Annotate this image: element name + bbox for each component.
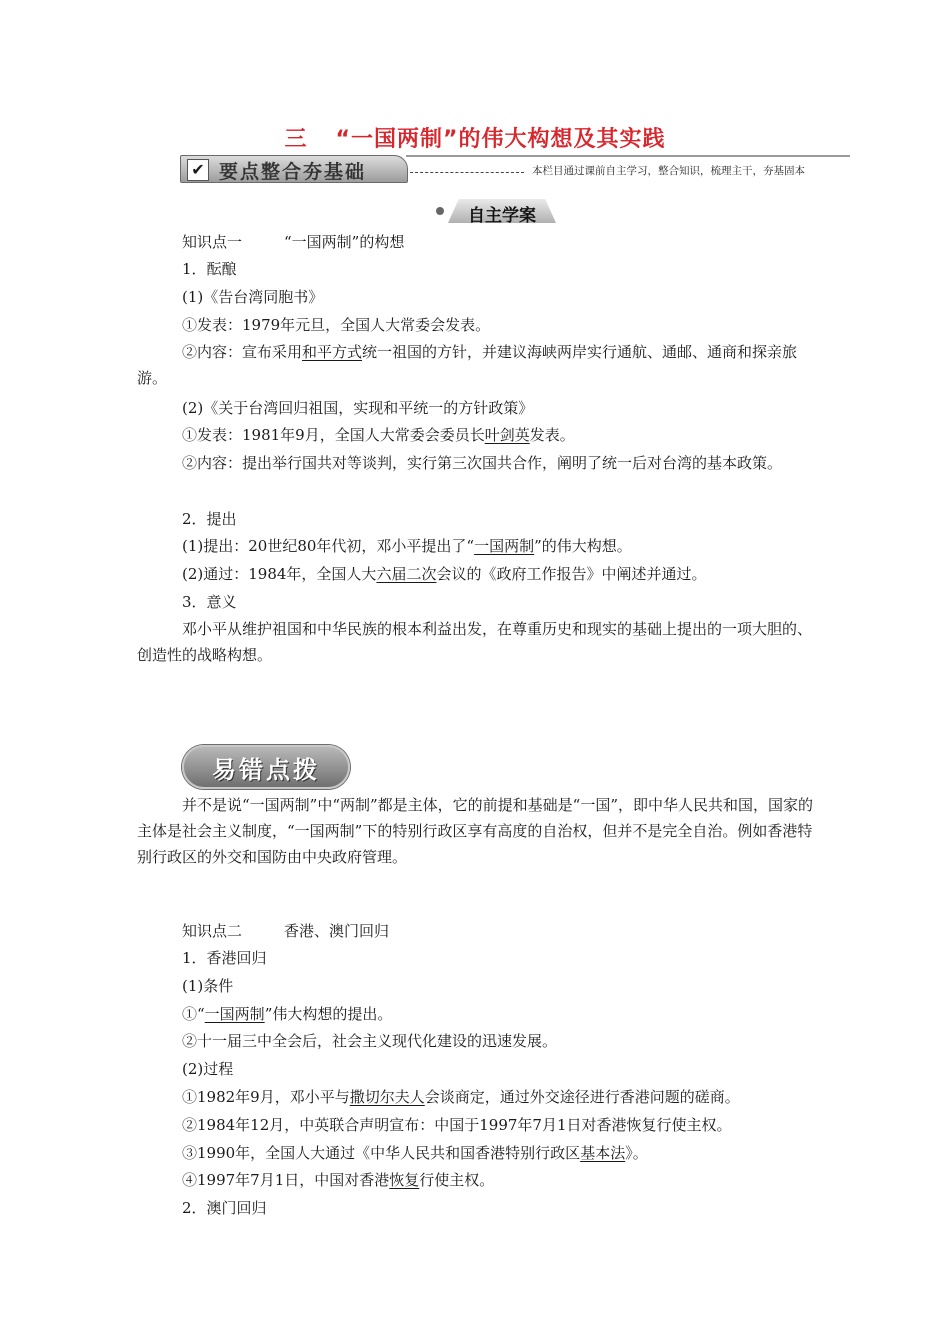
underlined-answer: 撒切尔夫人 bbox=[349, 1088, 425, 1106]
kp2-heading-label: 知识点二 bbox=[182, 922, 243, 940]
kp2-s1: 1．香港回归 bbox=[182, 949, 267, 967]
subhead-label: 自主学案 bbox=[468, 206, 536, 226]
title-number: 三 bbox=[284, 127, 308, 152]
underlined-answer: 恢复 bbox=[389, 1171, 420, 1189]
underlined-answer: 一国两制 bbox=[474, 537, 535, 555]
title-text: “一国两制”的伟大构想及其实践 bbox=[335, 127, 666, 152]
kp2-s1-1: (1)条件 bbox=[182, 977, 234, 995]
kp2-c1 bbox=[182, 1001, 862, 1027]
kp1-s3-text: 邓小平从维护祖国和中华民族的根本利益出发，在尊重历史和现实的基础上提出的一项大胆的、创造性的战略构想。 bbox=[137, 620, 813, 664]
kp1-s3: 3．意义 bbox=[182, 593, 237, 611]
kp1-heading-label: 知识点一 bbox=[182, 233, 243, 251]
text-segment: (2)通过：1984年，全国人大 bbox=[182, 565, 377, 583]
kp1-s2: 2．提出 bbox=[182, 510, 237, 528]
page-title bbox=[0, 122, 950, 153]
kp1-s2-1 bbox=[182, 533, 862, 559]
kp1-s1-1-b bbox=[137, 339, 817, 391]
kp2-heading-title: 香港、澳门回归 bbox=[284, 922, 390, 940]
text-segment: ④1997年7月1日，中国对香港 bbox=[182, 1171, 390, 1189]
banner-rule bbox=[406, 155, 850, 157]
banner-note: 本栏目通过课前自主学习，整合知识，梳理主干，夯基固本 bbox=[532, 165, 805, 177]
underlined-answer: 一国两制 bbox=[204, 1005, 265, 1023]
kp1-heading bbox=[182, 229, 862, 255]
kp1-s1-1: (1)《告台湾同胞书》 bbox=[182, 288, 324, 306]
text-segment: 行使主权。 bbox=[419, 1171, 495, 1189]
kp2-p4 bbox=[182, 1167, 862, 1193]
kp2-p1 bbox=[182, 1084, 862, 1110]
kp2-heading bbox=[182, 918, 862, 944]
text-segment: 统一祖国的方针，并建议海峡两岸实行通航、通邮、通商和探亲旅游。 bbox=[137, 343, 798, 387]
text-segment: ②内容：宣布采用 bbox=[182, 343, 303, 361]
underlined-answer: 叶剑英 bbox=[484, 426, 530, 444]
kp2-c2: ②十一届三中全会后，社会主义现代化建设的迅速发展。 bbox=[182, 1032, 558, 1050]
text-segment: 》。 bbox=[625, 1144, 648, 1162]
text-segment: 会谈商定，通过外交途径进行香港问题的磋商。 bbox=[424, 1088, 740, 1106]
kp1-s1-2: (2)《关于台湾回归祖国，实现和平统一的方针政策》 bbox=[182, 399, 534, 417]
text-segment: (1)提出：20世纪80年代初，邓小平提出了“ bbox=[182, 537, 475, 555]
kp2-s1-2: (2)过程 bbox=[182, 1060, 234, 1078]
kp1-s1-1-a: ①发表：1979年元旦，全国人大常委会发表。 bbox=[182, 316, 491, 334]
checkmark-icon: ✔ bbox=[187, 159, 209, 181]
text-segment: ①1982年9月，邓小平与 bbox=[182, 1088, 350, 1106]
banner-dash bbox=[410, 172, 524, 173]
kp2-p3 bbox=[182, 1140, 862, 1166]
kp1-s1: 1．酝酿 bbox=[182, 260, 237, 278]
kp2-p2: ②1984年12月，中英联合声明宣布：中国于1997年7月1日对香港恢复行使主权。 bbox=[182, 1116, 732, 1134]
kp1-heading-title: “一国两制”的构想 bbox=[284, 233, 405, 251]
kp1-s1-2-b: ②内容：提出举行国共对等谈判，实行第三次国共合作，阐明了统一后对台湾的基本政策。 bbox=[182, 454, 783, 472]
kp1-s1-2-a bbox=[182, 422, 862, 448]
text-segment: ①“ bbox=[182, 1005, 205, 1023]
kp2-s2: 2．澳门回归 bbox=[182, 1199, 267, 1217]
underlined-answer: 和平方式 bbox=[302, 343, 363, 361]
text-segment: ”伟大构想的提出。 bbox=[264, 1005, 393, 1023]
banner-box bbox=[180, 155, 408, 183]
section-banner bbox=[180, 153, 850, 185]
kp1-s2-2 bbox=[182, 561, 862, 587]
text-segment: ”的伟大构想。 bbox=[534, 537, 632, 555]
text-segment: 会议的《政府工作报告》中阐述并通过。 bbox=[436, 565, 707, 583]
text-segment: ③1990年，全国人大通过《中华人民共和国香港特别行政区 bbox=[182, 1144, 581, 1162]
tip-badge-label: 易错点拨 bbox=[212, 756, 320, 784]
text-segment: ①发表：1981年9月，全国人大常委会委员长 bbox=[182, 426, 485, 444]
banner-label: 要点整合夯基础 bbox=[219, 161, 367, 183]
underlined-answer: 基本法 bbox=[580, 1144, 626, 1162]
tip-text: 并不是说“一国两制”中“两制”都是主体，它的前提和基础是“一国”，即中华人民共和国，国家的主体是社会主义制度，“一国两制”下的特别行政区享有高度的自治权，但并不是完全自治。例如香港特别行政区的外交和国防由中央政府管理。 bbox=[137, 796, 814, 866]
underlined-answer: 六届二次 bbox=[376, 565, 437, 583]
bullet-icon bbox=[436, 207, 444, 215]
tip-badge bbox=[182, 745, 350, 789]
subhead-badge bbox=[436, 199, 566, 226]
text-segment: 发表。 bbox=[529, 426, 575, 444]
